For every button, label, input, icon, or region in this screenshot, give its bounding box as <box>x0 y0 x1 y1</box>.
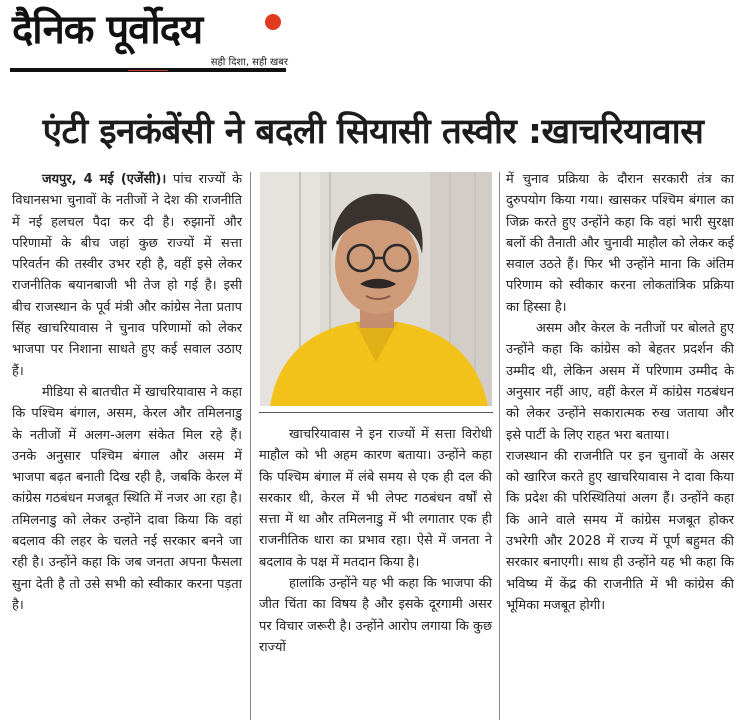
article-column-3 <box>506 169 734 616</box>
article-column-1 <box>12 169 242 616</box>
column-divider-2 <box>499 172 500 720</box>
masthead-tagline: सही दिशा, सही खबर <box>210 57 288 68</box>
newspaper-logo: दैनिक पूर्वोदय <box>12 7 203 53</box>
paragraph: में चुनाव प्रक्रिया के दौरान सरकारी तंत्र का दुरुपयोग किया गया। खासकर पश्चिम बंगाल का जिक्र करते हुए उन्होंने कहा कि वहां भारी सुरक्षा बलों की तैनाती और चुनावी माहौल को लेकर कई सवाल उठते हैं। फिर भी उन्होंने माना कि अंतिम परिणाम को स्वीकार करना लोकतांत्रिक प्रक्रिया का हिस्सा है। <box>506 172 734 315</box>
paragraph: खाचरियावास ने इन राज्यों में सत्ता विरोधी माहौल को भी अहम कारण बताया। उन्होंने कहा कि पश्चिम बंगाल में लंबे समय से एक ही दल की सरकार थी, केरल में भी लेफ्ट गठबंधन वर्षों से सत्ता में था और तमिलनाडु में भी लगातार एक ही राजनीतिक धारा का प्रभाव रहा। ऐसे में जनता ने बदलाव के पक्ष में मतदान किया है। <box>259 427 492 570</box>
portrait-photo <box>260 172 492 406</box>
paragraph: मीडिया से बातचीत में खाचरियावास ने कहा कि पश्चिम बंगाल, असम, केरल और तमिलनाडु के नतीजों में अलग-अलग संकेत मिल रहे हैं। उनके अनुसार पश्चिम बंगाल और असम में भाजपा बढ़त बनाती दिख रही है, जबकि केरल में कांग्रेस गठबंधन मजबूत स्थिति में नजर आ रहा है। तमिलनाडु को लेकर उन्होंने दावा किया कि वहां बदलाव की लहर के चलते नई सरकार बनने जा रही है। उन्होंने कहा कि जब जनता अपना फैसला सुना देती है तो उसे सभी को स्वीकार करना पड़ता है। <box>12 384 242 613</box>
masthead-red-rule <box>128 70 168 71</box>
paragraph: हालांकि उन्होंने यह भी कहा कि भाजपा की जीत चिंता का विषय है और इसके दूरगामी असर पर विचार जरूरी है। उन्होंने आरोप लगाया कि कुछ राज्यों <box>259 576 492 655</box>
photo-rule <box>259 412 493 413</box>
logo-dot-icon <box>265 14 281 30</box>
column-divider-1 <box>250 172 251 720</box>
masthead <box>8 4 298 74</box>
article-column-2 <box>259 424 492 658</box>
paragraph: असम और केरल के नतीजों पर बोलते हुए उन्होंने कहा कि कांग्रेस को बेहतर प्रदर्शन की उम्मीद थी, लेकिन असम में परिणाम उम्मीद के अनुसार नहीं आए, वहीं केरल में कांग्रेस गठबंधन को लेकर उन्होंने सकारात्मक रुख जताया और इसे पार्टी के लिए राहत भरा बताया। <box>506 321 734 443</box>
article-headline: एंटी इनकंबेंसी ने बदली सियासी तस्वीर :खाचरियावास <box>42 112 704 152</box>
paragraph: पांच राज्यों के विधानसभा चुनावों के नतीजों ने देश की राजनीति में नई हलचल पैदा कर दी है। रुझानों और परिणामों के बीच जहां कुछ राज्यों में सत्ता परिवर्तन की तस्वीर उभर रही है, वहीं इसे लेकर राजनीतिक बयानबाजी भी तेज हो गई है। इसी बीच राजस्थान के पूर्व मंत्री और कांग्रेस नेता प्रताप सिंह खाचरियावास ने चुनाव परिणामों को लेकर भाजपा पर निशाना साधते हुए कई सवाल उठाए हैं। <box>12 172 243 379</box>
paragraph: राजस्थान की राजनीति पर इन चुनावों के असर को खारिज करते हुए खाचरियावास ने दावा किया कि प्रदेश की परिस्थितियां अलग हैं। उन्होंने कहा कि आने वाले समय में कांग्रेस मजबूत होकर उभरेगी और 2028 में राज्य में पूर्ण बहुमत की सरकार बनाएगी। साथ ही उन्होंने यह भी कहा कि भविष्य में केंद्र की राजनीति में भी कांग्रेस की भूमिका मजबूत होगी। <box>506 448 734 613</box>
dateline: जयपुर, 4 मई (एजेंसी)। <box>42 172 167 187</box>
